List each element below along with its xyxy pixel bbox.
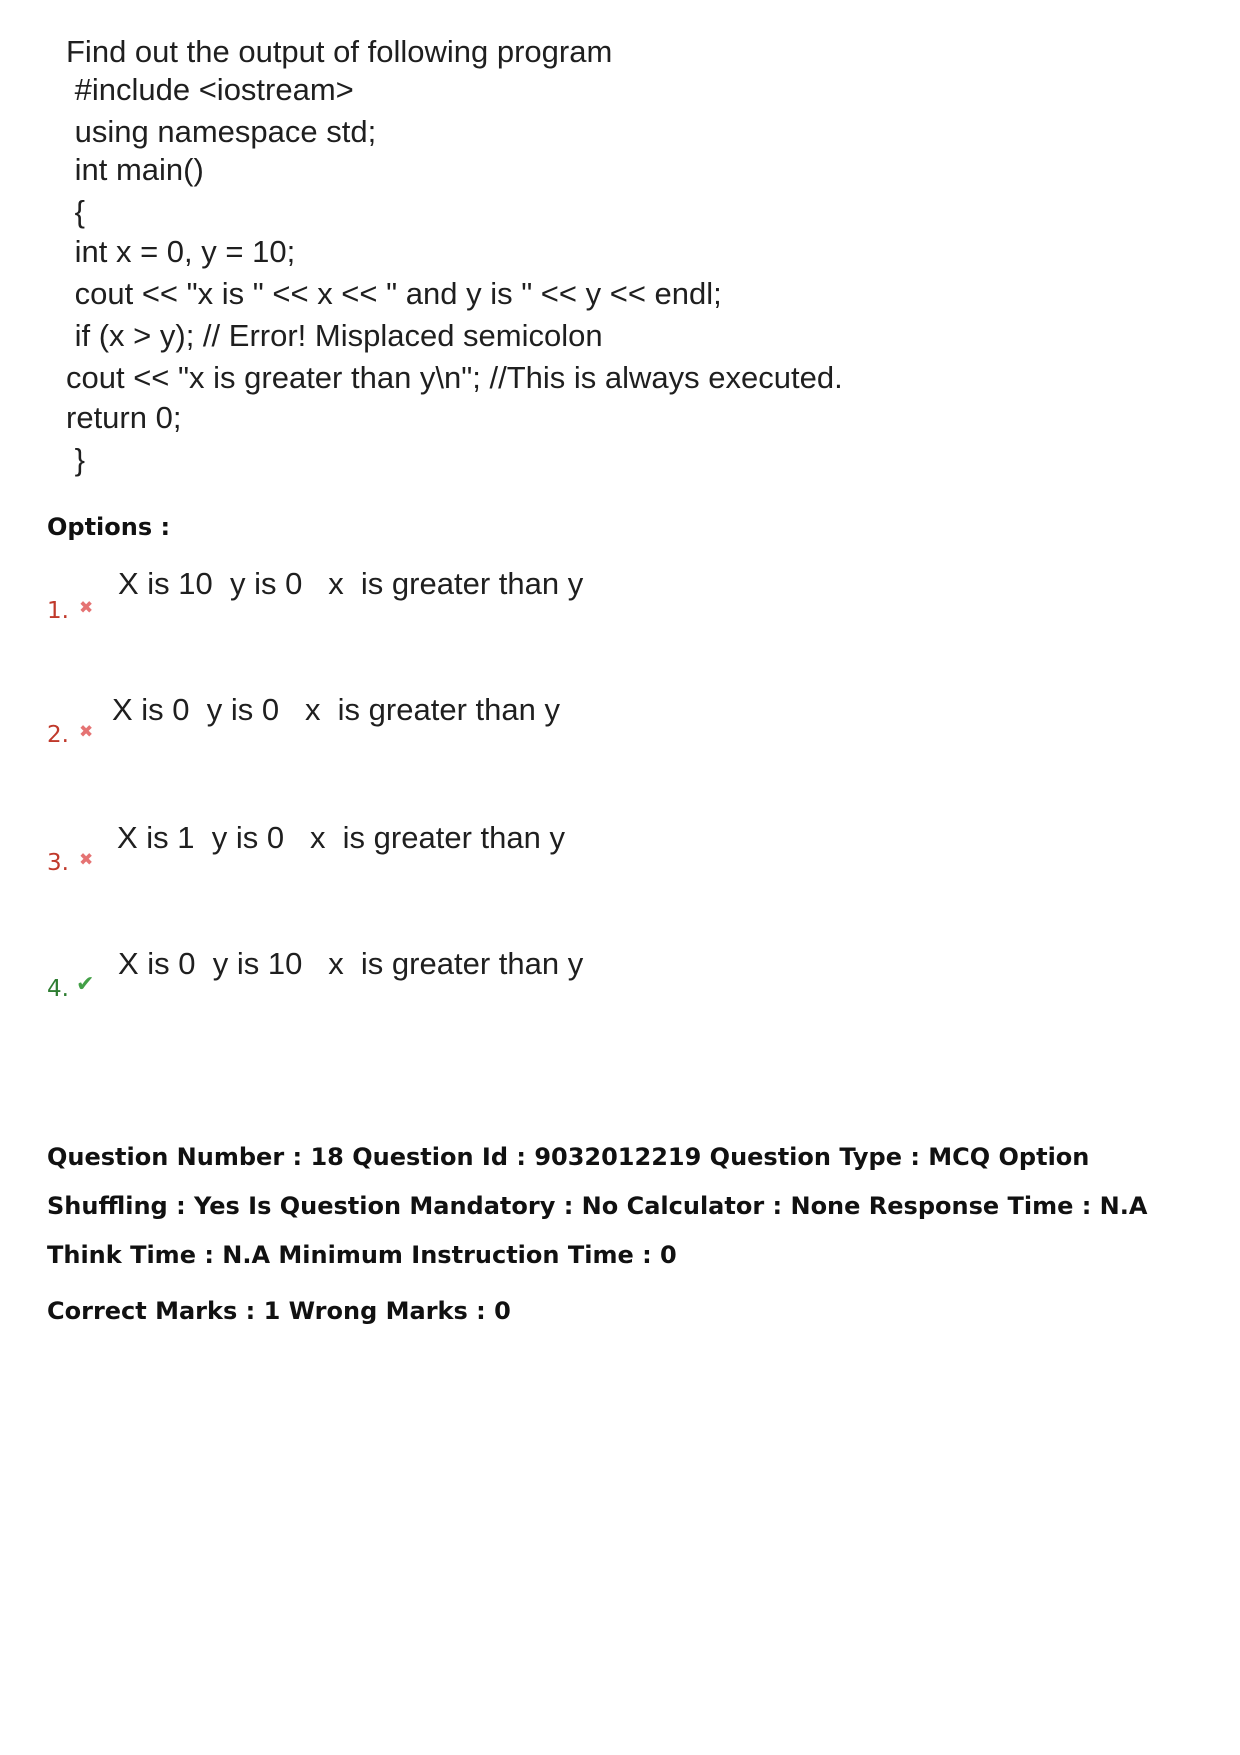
cross-icon: ✖: [79, 850, 94, 870]
option-4: [47, 946, 947, 1026]
option-1: [47, 566, 947, 646]
question-line-main: int main(): [66, 152, 204, 187]
question-line-declare: int x = 0, y = 10;: [66, 234, 296, 269]
option-text: X is 10 y is 0 x is greater than y: [118, 566, 584, 601]
option-number: 4.: [47, 976, 69, 1002]
option-number: 1.: [47, 598, 69, 624]
question-line-include: #include <iostream>: [66, 72, 354, 107]
option-text: X is 0 y is 10 x is greater than y: [118, 946, 584, 981]
question-metadata: Question Number : 18 Question Id : 9032012219 Question Type : MCQ Option Shuffling : Yes Is Question Mandatory : No Calculator : None Response Time : N.A Think Time : N.A Minimum Instruction Time : 0: [47, 1143, 1148, 1269]
question-line-return: return 0;: [66, 400, 182, 435]
question-line-cout-greater: cout << "x is greater than y\n"; //This is always executed.: [66, 360, 843, 395]
question-line-open-brace: {: [66, 194, 85, 229]
option-text: X is 0 y is 0 x is greater than y: [112, 692, 560, 727]
question-line-cout-values: cout << "x is " << x << " and y is " << y << endl;: [66, 276, 722, 311]
option-number: 2.: [47, 722, 69, 748]
option-3: [47, 820, 947, 900]
option-2: [47, 692, 947, 772]
question-line-if: if (x > y); // Error! Misplaced semicolon: [66, 318, 603, 353]
cross-icon: ✖: [79, 598, 94, 618]
cross-icon: ✖: [79, 722, 94, 742]
marks-info: Correct Marks : 1 Wrong Marks : 0: [47, 1297, 511, 1325]
question-line-close-brace: }: [66, 442, 85, 477]
question-line-prompt: Find out the output of following program: [66, 34, 613, 69]
option-number: 3.: [47, 850, 69, 876]
question-line-namespace: using namespace std;: [66, 114, 377, 149]
option-text: X is 1 y is 0 x is greater than y: [117, 820, 565, 855]
options-heading: Options :: [47, 513, 171, 541]
check-icon: ✔: [76, 972, 95, 997]
